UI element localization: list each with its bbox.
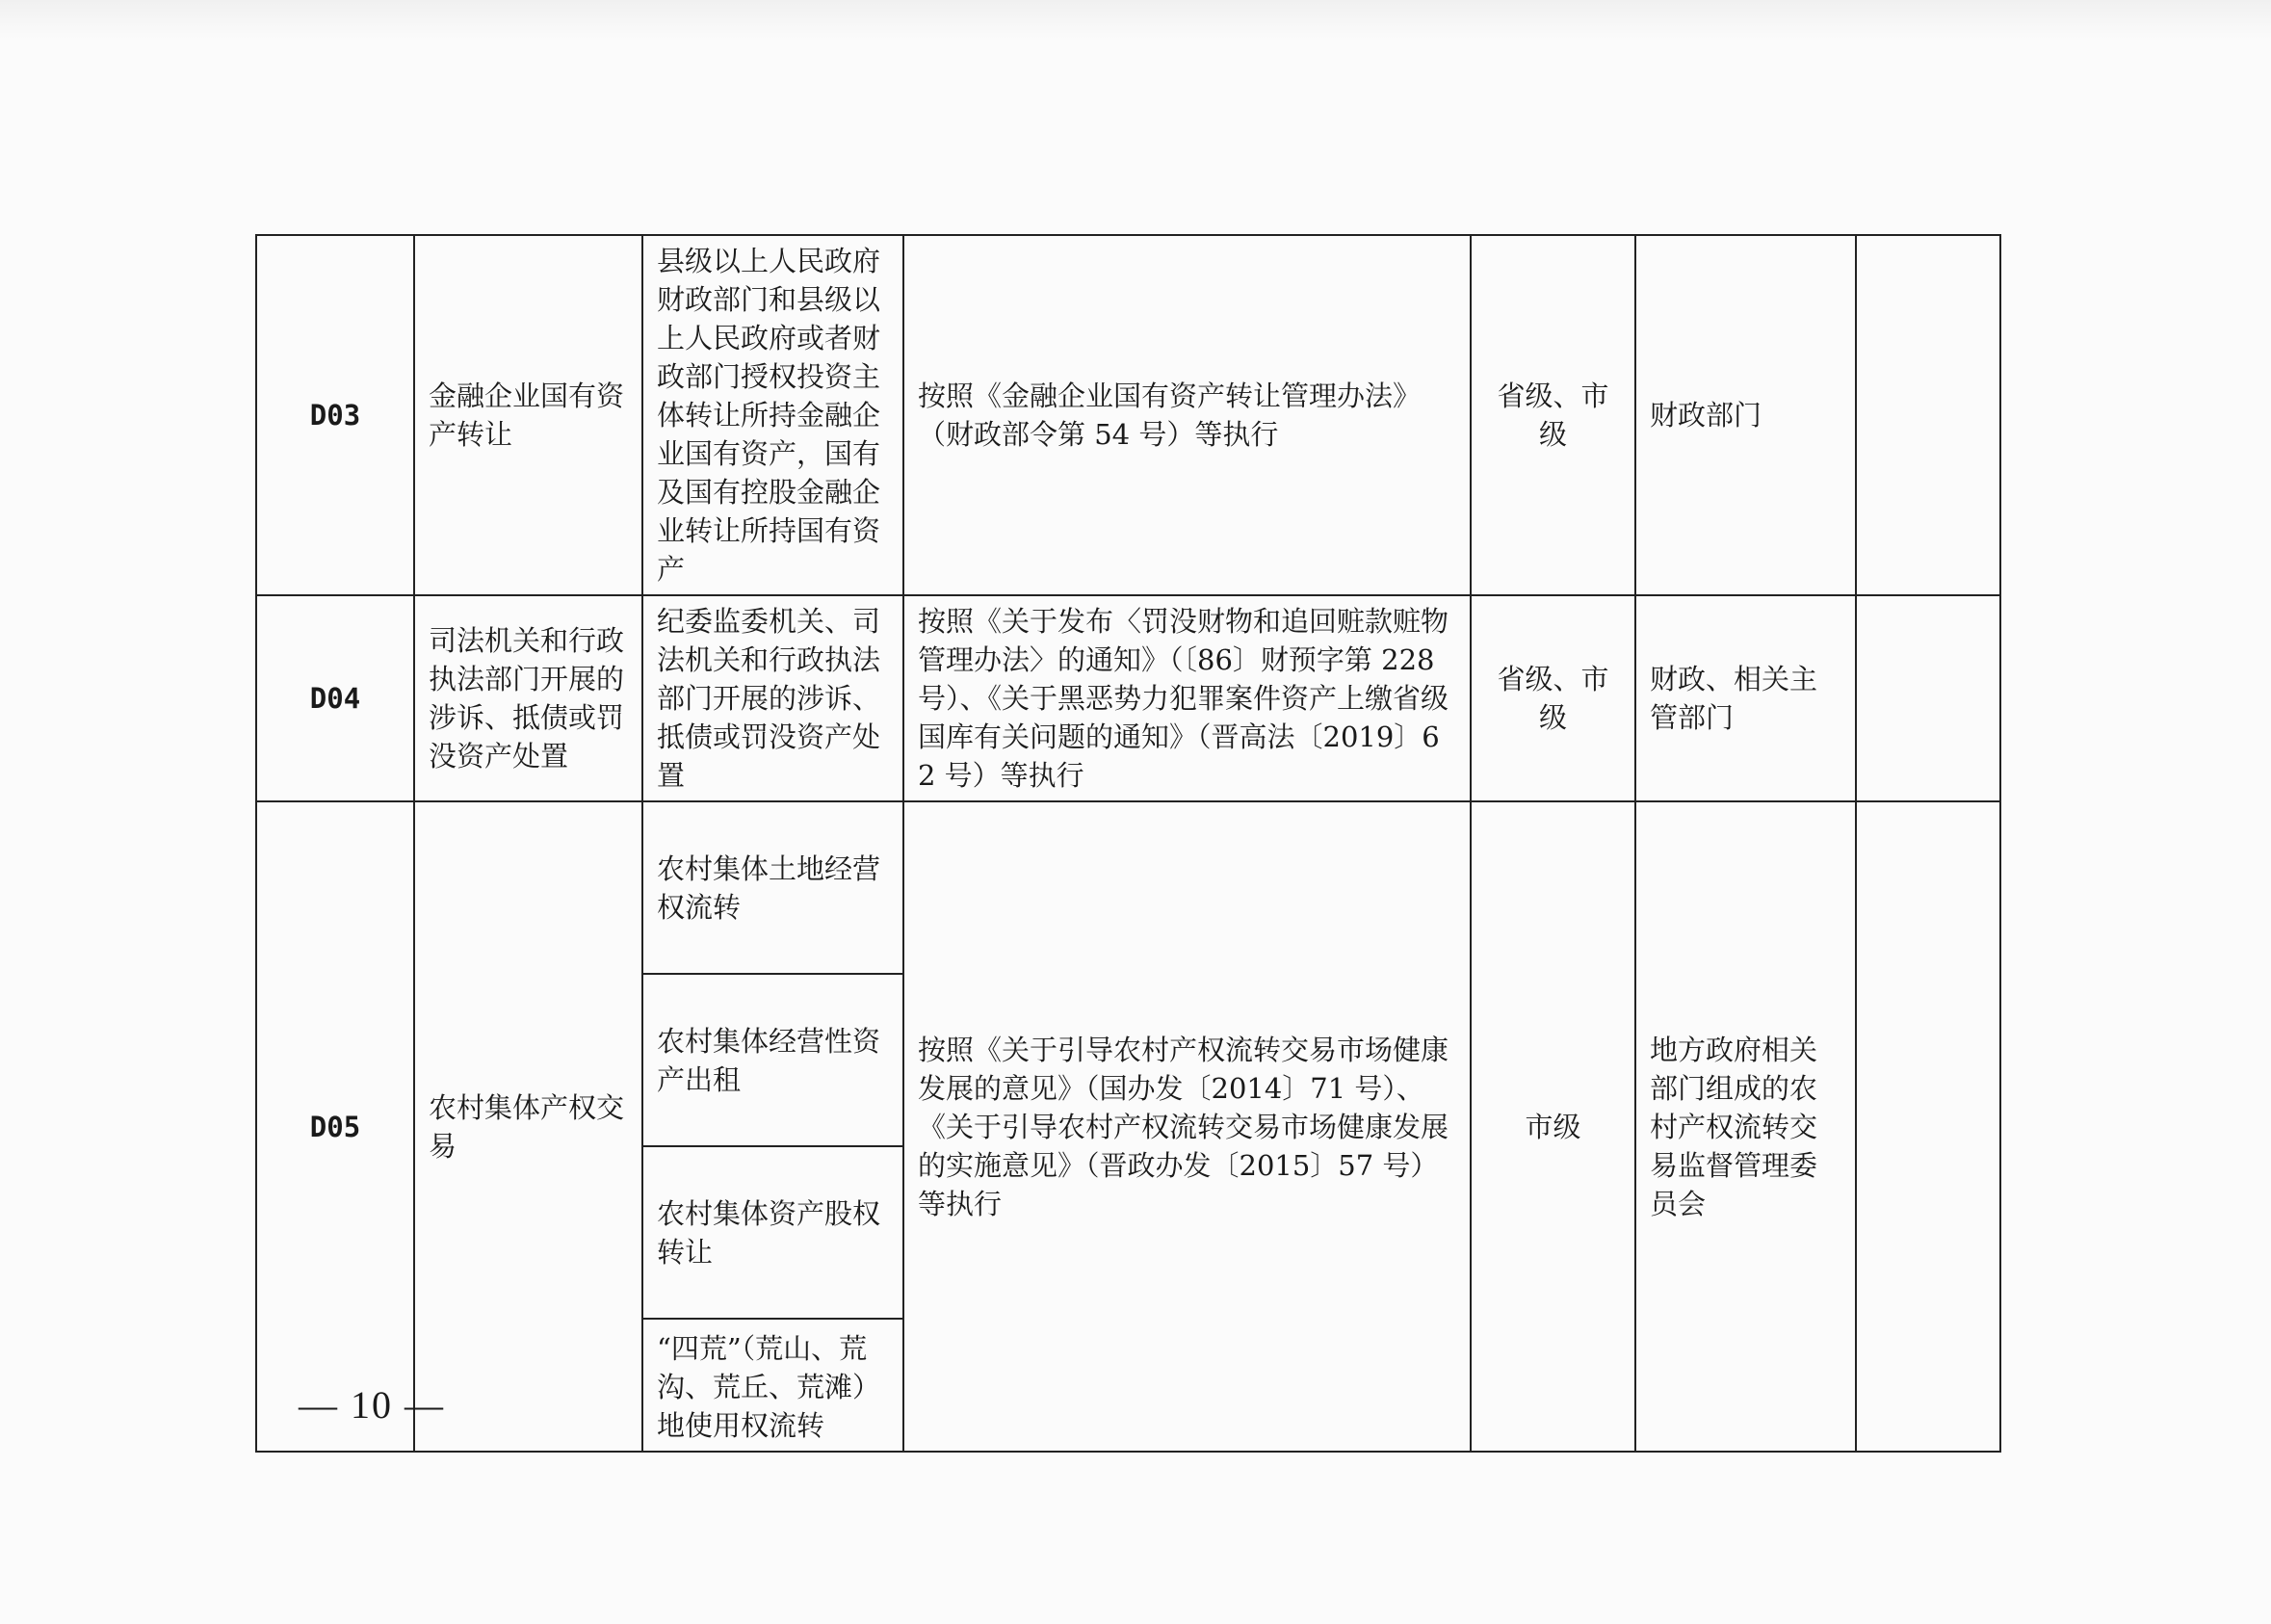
remarks [1856,595,2000,801]
item-scope: 农村集体资产股权转让 [642,1146,903,1319]
row-code: D05 [256,801,414,1452]
remarks [1856,801,2000,1452]
scan-edge-shadow [0,0,2271,39]
admin-level: 市级 [1471,801,1635,1452]
table-row-d03 [256,235,2000,595]
item-name: 金融企业国有资产转让 [414,235,642,595]
item-scope: 纪委监委机关、司法机关和行政执法部门开展的涉诉、抵债或罚没资产处置 [642,595,903,801]
item-catalog-table [255,234,2001,1453]
item-scope: 农村集体土地经营权流转 [642,801,903,974]
supervising-department: 财政、相关主管部门 [1635,595,1856,801]
item-name: 司法机关和行政执法部门开展的涉诉、抵债或罚没资产处置 [414,595,642,801]
page-number: — 10 — [299,1383,445,1427]
supervising-department: 财政部门 [1635,235,1856,595]
supervising-department: 地方政府相关部门组成的农村产权流转交易监督管理委员会 [1635,801,1856,1452]
admin-level: 省级、市级 [1471,595,1635,801]
item-scope: “四荒”（荒山、荒沟、荒丘、荒滩）地使用权流转 [642,1319,903,1452]
table-row-d04 [256,595,2000,801]
admin-level: 省级、市级 [1471,235,1635,595]
item-scope: 农村集体经营性资产出租 [642,974,903,1146]
item-scope: 县级以上人民政府财政部门和县级以上人民政府或者财政部门授权投资主体转让所持金融企业国有资产，国有及国有控股金融企业转让所持国有资产 [642,235,903,595]
legal-basis: 按照《金融企业国有资产转让管理办法》（财政部令第 54 号）等执行 [903,235,1471,595]
row-code: D03 [256,235,414,595]
table-row-d05 [256,801,2000,974]
legal-basis: 按照《关于发布〈罚没财物和追回赃款赃物管理办法〉的通知》（〔86〕财预字第 228 号）、《关于黑恶势力犯罪案件资产上缴省级国库有关问题的通知》（晋高法〔2019〕62 号）等执行 [903,595,1471,801]
remarks [1856,235,2000,595]
legal-basis: 按照《关于引导农村产权流转交易市场健康发展的意见》（国办发〔2014〕71 号）、《关于引导农村产权流转交易市场健康发展的实施意见》（晋政办发〔2015〕57 号）等执行 [903,801,1471,1452]
item-name: 农村集体产权交易 [414,801,642,1452]
row-code: D04 [256,595,414,801]
